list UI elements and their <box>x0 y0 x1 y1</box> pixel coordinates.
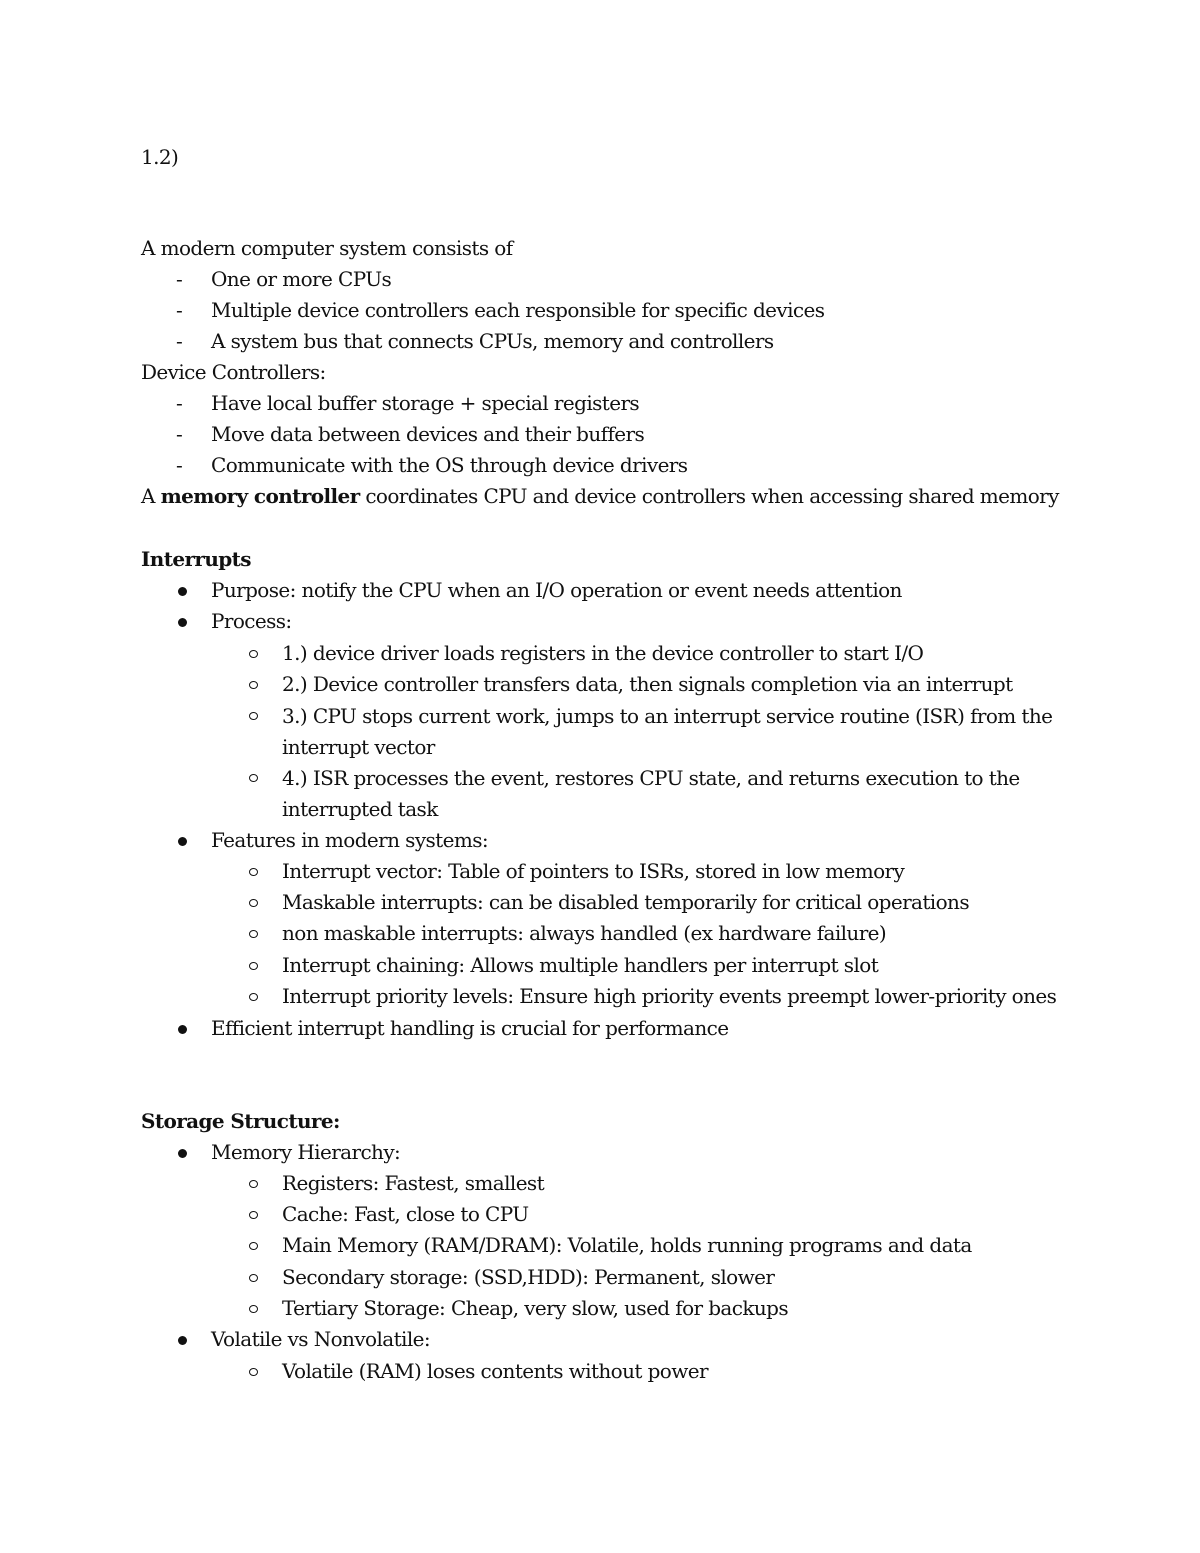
list-item-continuation: interrupted task <box>282 797 438 821</box>
circle-bullet-icon <box>249 1274 258 1282</box>
list-item: Memory Hierarchy: <box>211 1140 401 1164</box>
interrupts-title: Interrupts <box>141 547 251 571</box>
list-item: Main Memory (RAM/DRAM): Volatile, holds running programs and data <box>282 1233 972 1257</box>
circle-bullet-icon <box>249 681 258 689</box>
list-item: 1.) device driver loads registers in the device controller to start I/O <box>282 641 924 665</box>
bullet-icon <box>178 837 187 846</box>
list-item: Have local buffer storage + special registers <box>211 391 640 415</box>
list-item: Communicate with the OS through device drivers <box>211 453 688 477</box>
device-controllers-title: Device Controllers: <box>141 360 326 384</box>
list-item: Move data between devices and their buffers <box>211 422 645 446</box>
dash-marker: - <box>176 329 183 353</box>
circle-bullet-icon <box>249 1368 258 1376</box>
circle-bullet-icon <box>249 930 258 938</box>
list-item: Interrupt priority levels: Ensure high priority events preempt lower-priority ones <box>282 984 1057 1008</box>
list-item-continuation: interrupt vector <box>282 735 435 759</box>
bullet-icon <box>178 618 187 627</box>
list-item: Cache: Fast, close to CPU <box>282 1202 529 1226</box>
list-item: Features in modern systems: <box>211 828 489 852</box>
circle-bullet-icon <box>249 774 258 782</box>
list-item: Process: <box>211 609 292 633</box>
list-item: Interrupt vector: Table of pointers to ISRs, stored in low memory <box>282 859 905 883</box>
dash-marker: - <box>176 422 183 446</box>
list-item: Registers: Fastest, smallest <box>282 1171 545 1195</box>
dash-marker: - <box>176 453 183 477</box>
list-item: Tertiary Storage: Cheap, very slow, used for backups <box>282 1296 789 1320</box>
list-item: Purpose: notify the CPU when an I/O operation or event needs attention <box>211 578 902 602</box>
circle-bullet-icon <box>249 1242 258 1250</box>
circle-bullet-icon <box>249 899 258 907</box>
list-item: Volatile (RAM) loses contents without power <box>282 1359 708 1383</box>
dash-marker: - <box>176 391 183 415</box>
circle-bullet-icon <box>249 868 258 876</box>
list-item: A system bus that connects CPUs, memory and controllers <box>211 329 774 353</box>
memory-controller-prefix: A <box>141 484 161 508</box>
bullet-icon <box>178 1336 187 1345</box>
memory-controller-term: memory controller <box>160 484 360 508</box>
circle-bullet-icon <box>249 993 258 1001</box>
bullet-icon <box>178 587 187 596</box>
circle-bullet-icon <box>249 1211 258 1219</box>
list-item: 2.) Device controller transfers data, then signals completion via an interrupt <box>282 672 1013 696</box>
dash-marker: - <box>176 298 183 322</box>
circle-bullet-icon <box>249 712 258 720</box>
list-item: Maskable interrupts: can be disabled temporarily for critical operations <box>282 890 969 914</box>
list-item: Multiple device controllers each responsible for specific devices <box>211 298 825 322</box>
list-item: non maskable interrupts: always handled (ex hardware failure) <box>282 921 887 945</box>
list-item: Volatile vs Nonvolatile: <box>211 1327 430 1351</box>
system-intro: A modern computer system consists of <box>141 236 513 260</box>
list-item: 4.) ISR processes the event, restores CPU state, and returns execution to the <box>282 766 1020 790</box>
bullet-icon <box>178 1149 187 1158</box>
list-item: Secondary storage: (SSD,HDD): Permanent, slower <box>282 1265 775 1289</box>
circle-bullet-icon <box>249 650 258 658</box>
dash-marker: - <box>176 267 183 291</box>
storage-title: Storage Structure: <box>141 1109 340 1133</box>
circle-bullet-icon <box>249 1305 258 1313</box>
memory-controller-suffix: coordinates CPU and device controllers when accessing shared memory <box>359 484 1059 508</box>
list-item: One or more CPUs <box>211 267 392 291</box>
circle-bullet-icon <box>249 1180 258 1188</box>
memory-controller-sentence <box>141 481 1059 512</box>
heading-number: 1.2) <box>141 145 179 169</box>
list-item: Interrupt chaining: Allows multiple handlers per interrupt slot <box>282 953 879 977</box>
bullet-icon <box>178 1025 187 1034</box>
list-item: Efficient interrupt handling is crucial for performance <box>211 1016 729 1040</box>
circle-bullet-icon <box>249 962 258 970</box>
list-item: 3.) CPU stops current work, jumps to an interrupt service routine (ISR) from the <box>282 704 1053 728</box>
